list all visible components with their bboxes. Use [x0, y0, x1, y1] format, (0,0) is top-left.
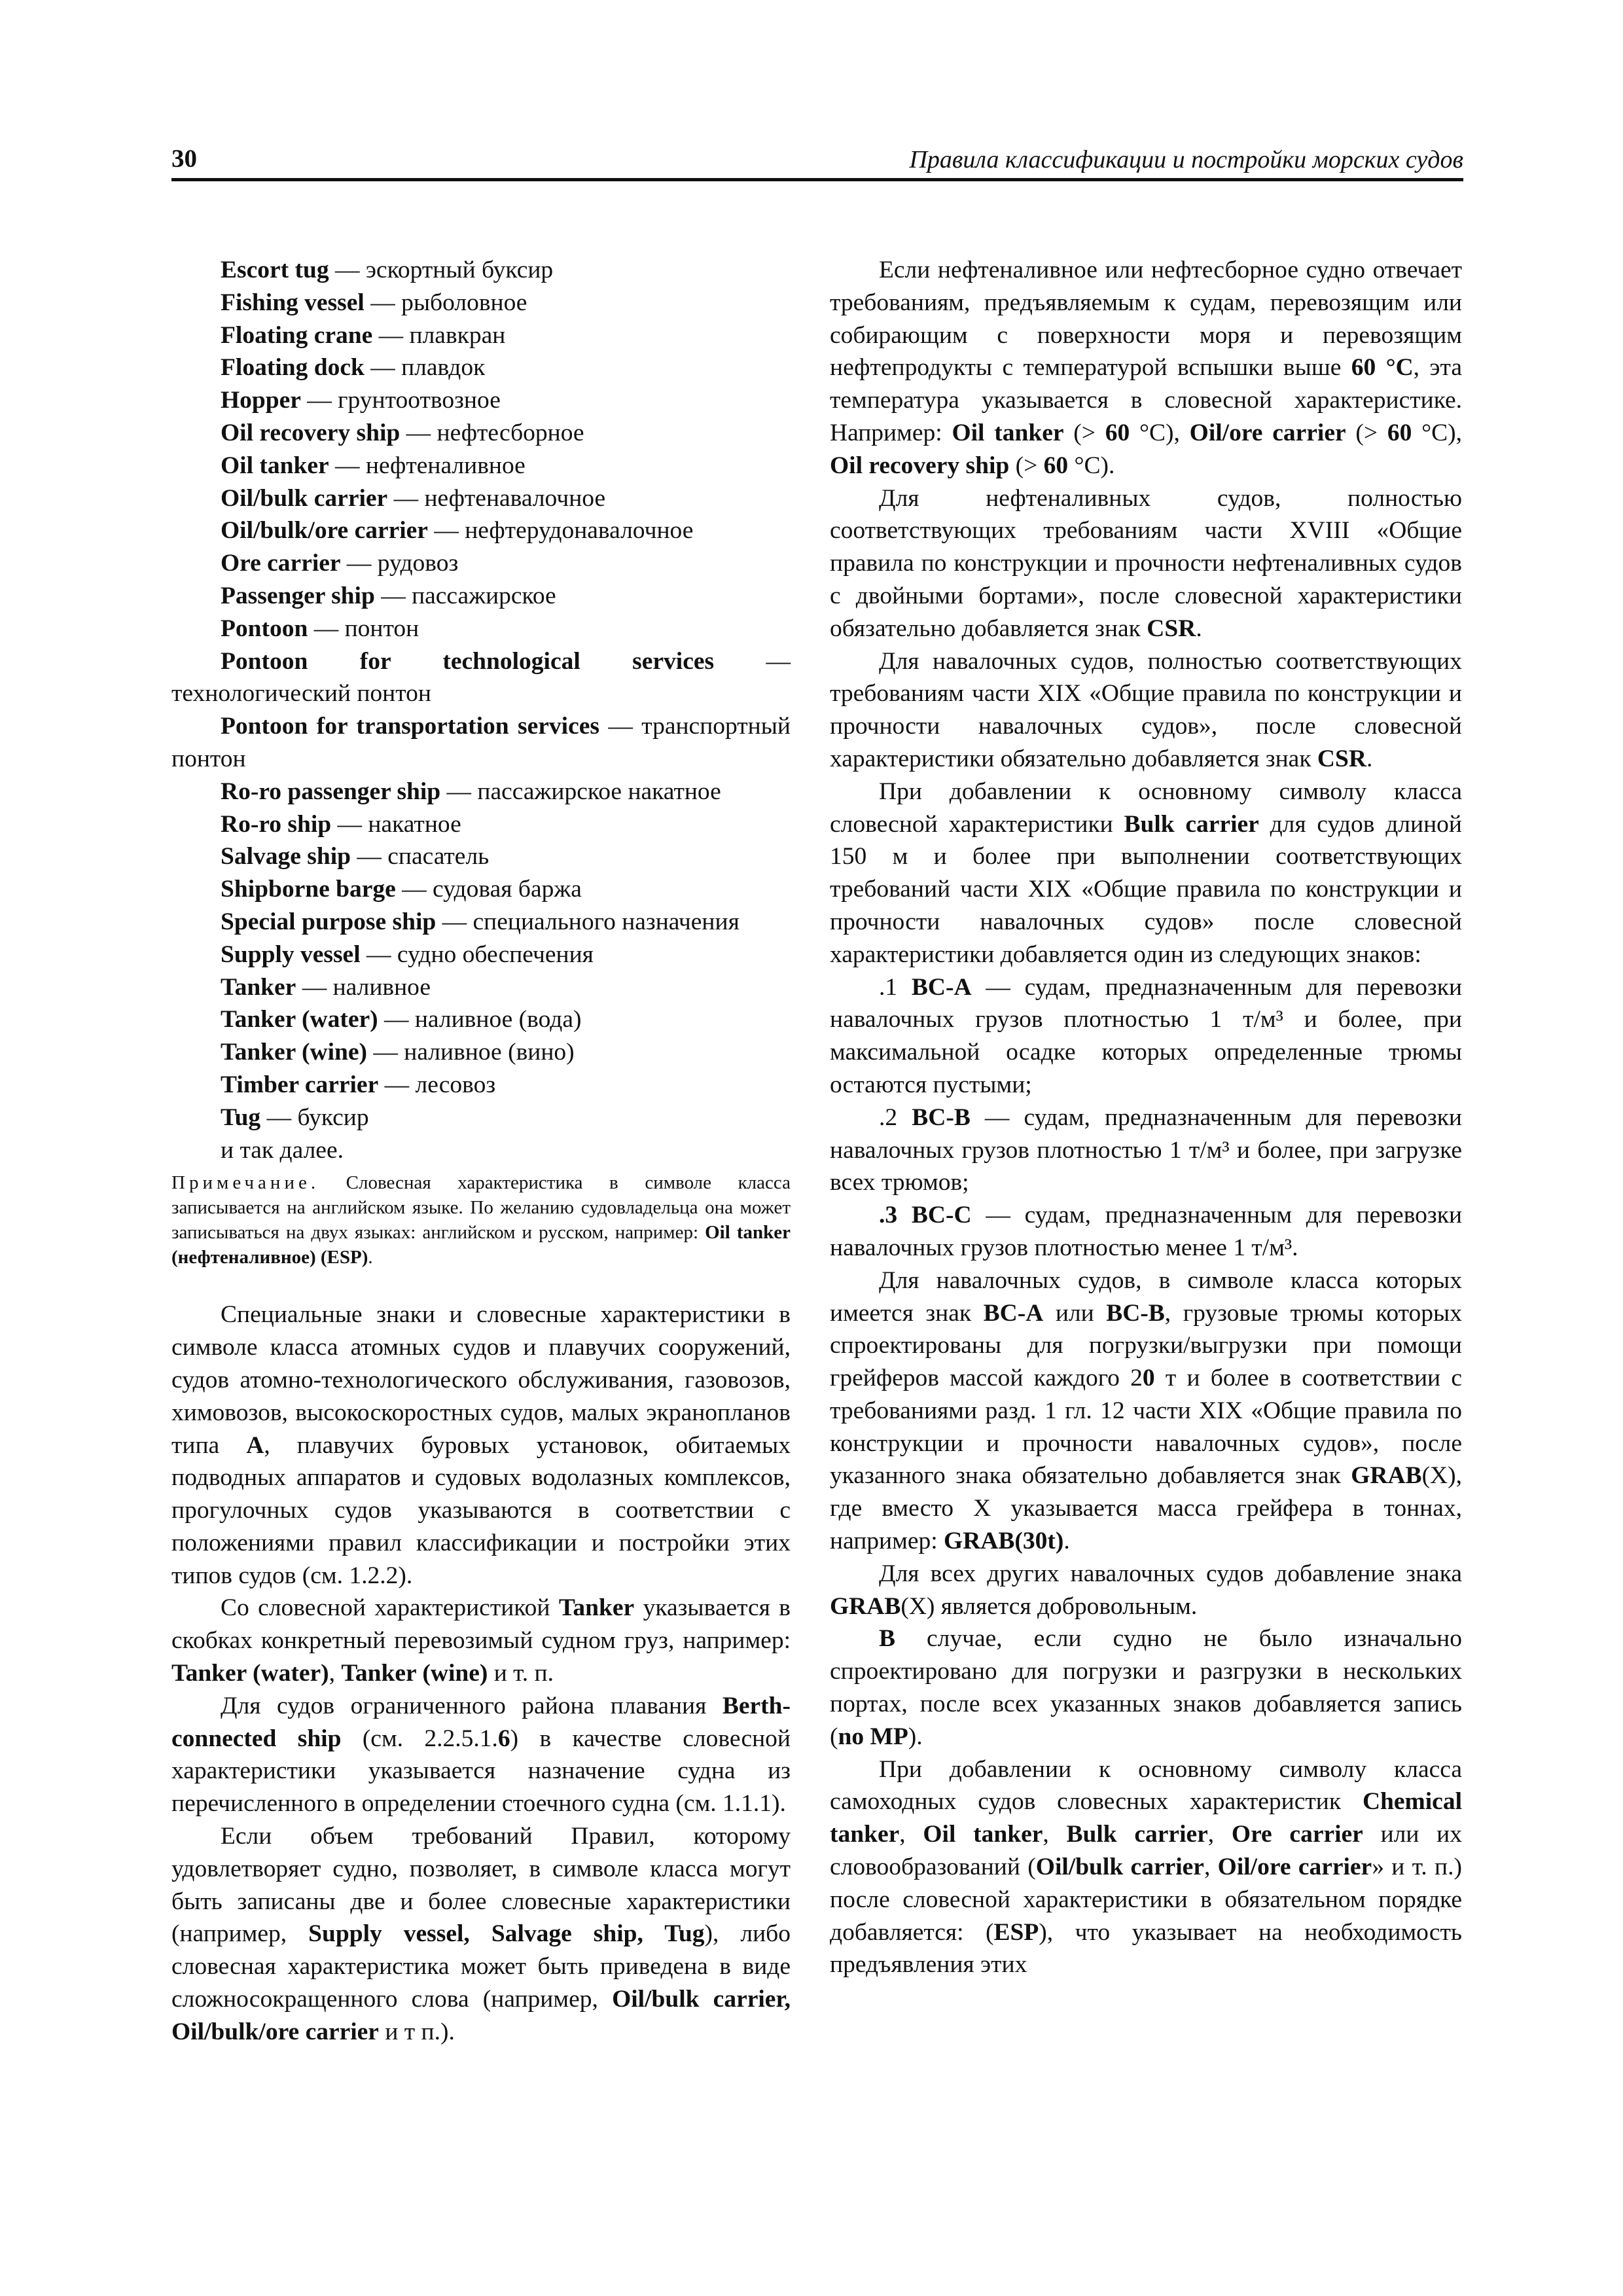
term-item: Floating crane — плавкран: [221, 321, 506, 349]
term-item: Oil tanker — нефтеналивное: [221, 452, 526, 479]
term-item: Ro-ro ship — накатное: [221, 810, 461, 838]
term-item: Fishing vessel — рыболовное: [221, 289, 527, 316]
paragraph: Для нефтеналивных судов, полностью соответствующих требованиям части XVIII «Общие правила по конструкции и прочности нефтеналивных судов с двойными бортами», после словесной характеристики обязательно добавляется знак CSR.: [830, 484, 1462, 642]
paragraph: Для навалочных судов, в символе класса которых имеется знак BC-A или BC-B, грузовые трюмы которых спроектированы для погрузки/выгрузки при помощи грейферов массой каждого 20 т и более в соответствии с требованиями разд. 1 гл. 12 части XIX «Общие правила по конструкции и прочности навалочных судов», после указанного знака обязательно добавляется знак GRAB(X), где вместо X указывается масса грейфера в тоннах, например: GRAB(30t).: [830, 1266, 1462, 1555]
term-item: Pontoon — понтон: [221, 615, 419, 642]
term-item: Oil recovery ship — нефтесборное: [221, 419, 584, 446]
term-item: Special purpose ship — специального назначения: [221, 908, 740, 935]
list-item: .3 BC-C — судам, предназначенным для перевозки навалочных грузов плотностью менее 1 т/м³.: [830, 1202, 1463, 1261]
paragraph: При добавлении к основному символу класса самоходных судов словесных характеристик Chemical tanker, Oil tanker, Bulk carrier, Ore carrier или их словообразований (Oil/bulk carrier, Oil/ore carrier» и т. п.) после словесной характеристики в обязательном порядке добавляется: (ESP), что указывает на необходимость предъявления этих: [830, 1755, 1462, 1979]
paragraph: Специальные знаки и словесные характеристики в символе класса атомных судов и плавучих сооружений, судов атомно-технологического обслуживания, газовозов, химовозов, высокоскоростных судов, малых экранопланов типа A, плавучих буровых установок, обитаемых подводных аппаратов и судовых водолазных комплексов, прогулочных судов указываются в соответствии с положениями правил классификации и постройки этих типов судов (см. 1.2.2).: [171, 1301, 791, 1589]
term-item: Escort tug — эскортный буксир: [221, 257, 554, 283]
paragraph: Для всех других навалочных судов добавление знака GRAB(X) является добровольным.: [830, 1560, 1462, 1620]
paragraph: Со словесной характеристикой Tanker указывается в скобках конкретный перевозимый судном груз, например: Tanker (water), Tanker (wine) и т. п.: [171, 1594, 791, 1687]
term-item: Tug — буксир: [221, 1103, 369, 1131]
term-item: Supply vessel — судно обеспечения: [221, 941, 594, 968]
term-item: Pontoon for transportation services — транспортный понтон: [171, 713, 791, 772]
list-item: .1 BC-A — судам, предназначенным для перевозки навалочных грузов плотностью 1 т/м³ и более, при максимальной осадке которых определенные трюмы остаются пустыми;: [830, 973, 1463, 1098]
term-item: Floating dock — плавдок: [221, 354, 486, 382]
paragraph: Для навалочных судов, полностью соответствующих требованиям части XIX «Общие правила по конструкции и прочности навалочных судов», после словесной характеристики обязательно добавляется знак CSR.: [830, 647, 1462, 772]
page-number: 30: [171, 145, 197, 173]
term-item: Tanker (water) — наливное (вода): [221, 1006, 582, 1033]
term-item: Hopper — грунтоотвозное: [221, 387, 501, 414]
term-item: Shipborne barge — судовая баржа: [221, 876, 582, 903]
term-item: Tanker — наливное: [221, 973, 431, 1001]
etc-text: и так далее.: [221, 1136, 344, 1164]
paragraph: В случае, если судно не было изначально спроектировано для погрузки и разгрузки в нескольких портах, после всех указанных знаков добавляется запись (no MP).: [830, 1625, 1462, 1750]
term-item: Passenger ship — пассажирское: [221, 582, 556, 609]
term-item: Timber carrier — лесовоз: [221, 1071, 496, 1098]
term-item: Ro-ro passenger ship — пассажирское накатное: [221, 778, 721, 805]
paragraph: Если нефтеналивное или нефтесборное судно отвечает требованиям, предъявляемым к судам, перевозящим или собирающим с поверхности моря и перевозящим нефтепродукты с температурой вспышки выше 60 °C, эта температура указывается в словесной характеристике. Например: Oil tanker (> 60 °C), Oil/ore carrier (> 60 °C), Oil recovery ship (> 60 °C).: [830, 257, 1463, 479]
paragraph: При добавлении к основному символу класса словесной характеристики Bulk carrier для судов длиной 150 м и более при выполнении соответствующих требований части XIX «Общие правила по конструкции и прочности навалочных судов» после словесной характеристики добавляется один из следующих знаков:: [830, 778, 1462, 968]
left-column: [171, 254, 791, 2049]
paragraph: Для судов ограниченного района плавания Berth-connected ship (см. 2.2.5.1.6) в качестве словесной характеристики указывается назначение судна из перечисленного в определении стоечного судна (см. 1.1.1).: [171, 1692, 791, 1818]
paragraph: Если объем требований Правил, которому удовлетворяет судно, позволяет, в символе класса могут быть записаны две и более словесные характеристики (например, Supply vessel, Salvage ship, Tug), либо словесная характеристика может быть приведена в виде сложносокращенного слова (например, Oil/bulk carrier, Oil/bulk/ore carrier и т п.).: [171, 1823, 791, 2045]
header-rule: [171, 178, 1463, 181]
list-item: .2 BC-B — судам, предназначенным для перевозки навалочных грузов плотностью 1 т/м³ и более, при загрузке всех трюмов;: [830, 1103, 1463, 1196]
term-item: Tanker (wine) — наливное (вино): [221, 1039, 575, 1066]
running-title: Правила классификации и постройки морских судов: [909, 146, 1463, 173]
note: Примечание. Словесная характеристика в символе класса записывается на английском языке. По желанию судовладельца она может записываться на двух языках: английском и русском, например: Oil tanker (нефтеналивное) (ESP).: [171, 1172, 791, 1268]
term-item: Ore carrier — рудовоз: [221, 550, 459, 577]
term-item: Pontoon for technological services — технологический понтон: [171, 647, 791, 708]
term-item: Oil/bulk/ore carrier — нефтерудонавалочное: [221, 517, 694, 545]
term-item: Oil/bulk carrier — нефтенавалочное: [221, 484, 606, 512]
term-list: [171, 254, 791, 1166]
right-column: [830, 254, 1462, 1981]
term-item: Salvage ship — спасатель: [221, 843, 490, 870]
